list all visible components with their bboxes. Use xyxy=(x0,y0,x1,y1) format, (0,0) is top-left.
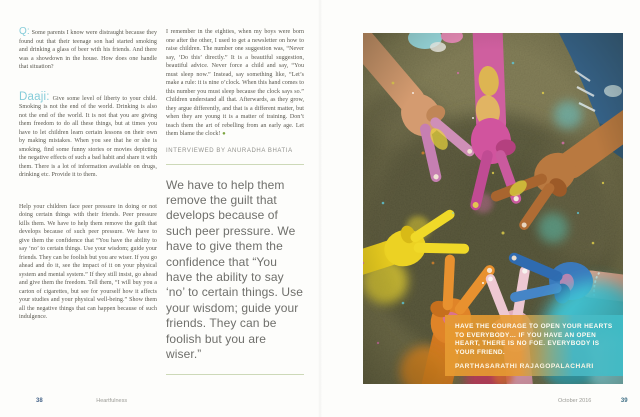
answer-label: Daaji: xyxy=(19,90,50,103)
photo-caption-attribution: PARTHASARATHI RAJAGOPALACHARI xyxy=(455,363,594,371)
peer-pressure-paragraph: Help your children face peer pressure in doing or not doing certain things with their friends. Peer pressure kills them. We have to help them remove the guilt that develops because of such peer pressure. We have to give them the confidence that “You have the ability to say ‘no’ to certain things. Use your wisdom; guide your friends. They can be foolish but you are wiser. If you go ahead and do it, see the impact of it on your physical system and mental system.” If they still insist, go ahead and give them the freedom. Tell them, “I will buy you a carton of cigarettes, but see for yourself how it affects your studies and your physical well-being.” Show them all the negative things that can happen because of such indulgence. xyxy=(19,203,157,320)
right-page-footer xyxy=(558,398,628,404)
holi-hands-photo xyxy=(363,33,623,384)
left-page-column-2 xyxy=(166,28,304,375)
answer-paragraph xyxy=(19,90,157,180)
eighties-text: I remember in the eighties, when my boys were born one after the other, I used to get a newsletter on how to raise children. The number one suggestion was, “Never say, ‘Do this’ directly.” It is a beautiful suggestion, beautiful advice. Never force a child and say, “You must sleep now.” Instead, say something like, “Let’s make a rule: it is nine o’clock. When this hand comes to this number you must sleep because the clock says so.” Children understand all that. Afterwards, as they grow, they argue differently, and that is a different matter, but when they are young it is a matter of training. Don’t teach them the art of rebelling from an early age. Let them blame the clock! xyxy=(166,29,304,137)
issue-date: October 2016 xyxy=(558,398,592,404)
center-fold xyxy=(318,0,322,417)
magazine-name: Heartfulness xyxy=(96,398,128,404)
question-paragraph xyxy=(19,28,157,72)
article-end-mark: ● xyxy=(222,131,226,137)
photo-caption-quote: HAVE THE COURAGE TO OPEN YOUR HEARTS TO EVERYBODY… IF YOU HAVE AN OPEN HEART, THERE IS NO FOE. EVERYBODY IS YOUR FRIEND. xyxy=(455,323,613,356)
left-page-column-1 xyxy=(19,28,157,331)
left-page-number: 38 xyxy=(36,398,43,404)
right-page-number: 39 xyxy=(620,398,628,404)
answer-text: Give some level of liberty to your child. Smoking is not the end of the world. Drinking is also not the end of the world. It is not that you are giving them freedom to do all these things, but at times you have to let children learn certain lessons on their own by making mistakes. When you see that he or she is smoking, find some funny stories or movies depicting the negative effects of such a bad habit and share it with them. There is a lot of information available on drugs, drinking etc. Provide it to them. xyxy=(19,95,157,178)
photo-caption-box xyxy=(445,315,623,376)
question-label: Q: xyxy=(19,26,30,37)
interviewer-credit: INTERVIEWED BY ANURADHA BHATIA xyxy=(166,147,293,154)
question-text: Some parents I know were distraught because they found out that their teenage son had started smoking and drinking a glass of beer with his friends. And there was a showdown in the house. How does one handle that situation? xyxy=(19,30,157,70)
divider-top xyxy=(166,164,304,165)
eighties-paragraph xyxy=(166,28,304,139)
pull-quote: We have to help them remove the guilt that develops because of such peer pressure. We have to give them the confidence that “You have the ability to say ‘no’ to certain things. Use your wisdom; guide your friends. They can be foolish but you are wiser.” xyxy=(166,177,303,361)
divider-bottom xyxy=(166,374,304,375)
left-page-footer xyxy=(36,398,127,404)
